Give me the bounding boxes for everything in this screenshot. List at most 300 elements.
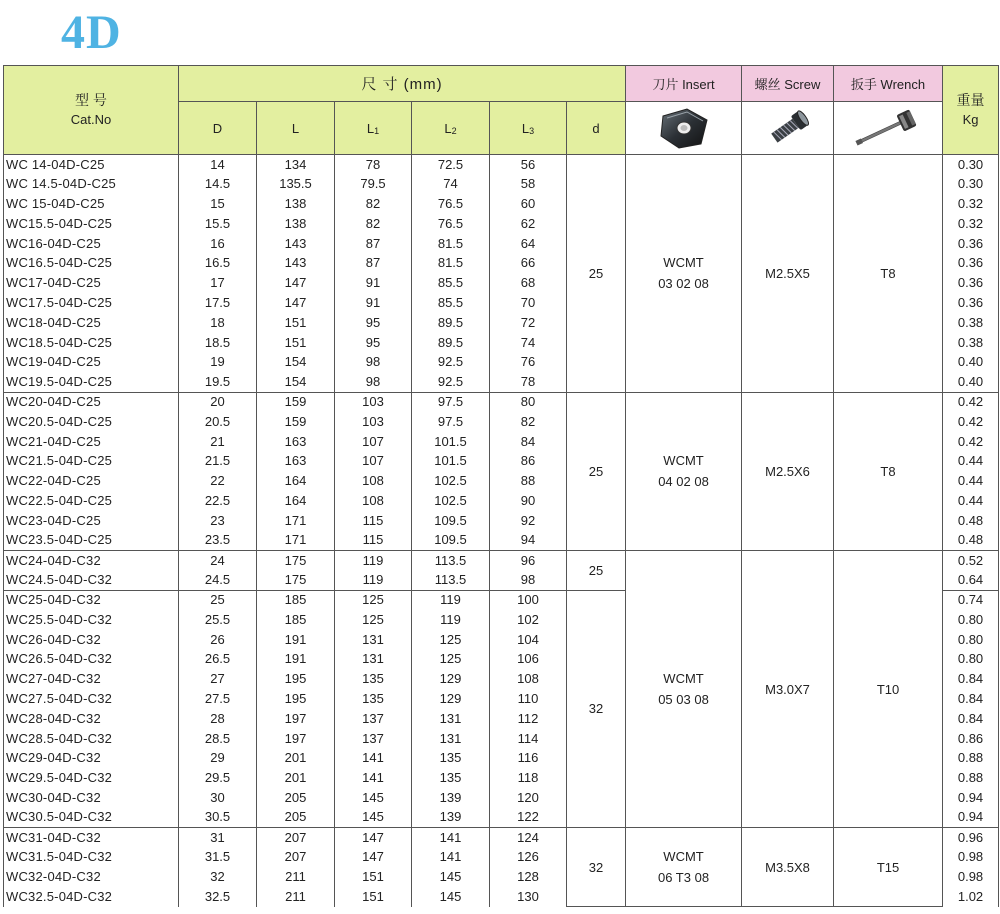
cat-no-cell: WC28-04D-C32 — [4, 709, 179, 729]
cat-no-cell: WC27.5-04D-C32 — [4, 689, 179, 709]
col-d: d — [567, 102, 626, 155]
weight-cell: 0.94 — [943, 788, 999, 808]
insert-code: 06 T3 08 — [657, 870, 710, 886]
cat-no-cell: WC20.5-04D-C25 — [4, 412, 179, 432]
L2-cell: 129 — [412, 689, 490, 709]
L-cell: 207 — [257, 828, 335, 848]
cat-no-cell: WC16-04D-C25 — [4, 234, 179, 254]
D-cell: 22.5 — [179, 491, 257, 511]
wrench-cell: T10 — [834, 550, 943, 827]
L2-cell: 72.5 — [412, 155, 490, 175]
cat-no-cell: WC18.5-04D-C25 — [4, 333, 179, 353]
cat-no-cell: WC24-04D-C32 — [4, 550, 179, 570]
L1-cell: 137 — [335, 709, 412, 729]
L-cell: 147 — [257, 273, 335, 293]
weight-cell: 0.86 — [943, 729, 999, 749]
insert-code: 05 03 08 — [658, 692, 709, 708]
cat-no-cell: WC30.5-04D-C32 — [4, 808, 179, 828]
weight-cell: 0.44 — [943, 451, 999, 471]
L-cell: 175 — [257, 550, 335, 570]
L-cell: 164 — [257, 471, 335, 491]
L3-cell: 128 — [490, 867, 567, 887]
weight-cell: 0.64 — [943, 570, 999, 590]
insert-type: WCMT — [663, 453, 704, 469]
L2-cell: 119 — [412, 590, 490, 610]
D-cell: 20 — [179, 392, 257, 412]
weight-cell: 0.30 — [943, 174, 999, 194]
D-cell: 17 — [179, 273, 257, 293]
weight-cell: 0.48 — [943, 531, 999, 551]
L2-cell: 74 — [412, 174, 490, 194]
col-L: L — [257, 102, 335, 155]
D-cell: 31 — [179, 828, 257, 848]
L2-cell: 109.5 — [412, 511, 490, 531]
L1-cell: 87 — [335, 253, 412, 273]
L3-cell: 64 — [490, 234, 567, 254]
cat-no-cell: WC29.5-04D-C32 — [4, 768, 179, 788]
col-L2-sub: 2 — [451, 125, 457, 136]
L-cell: 197 — [257, 709, 335, 729]
L3-cell: 110 — [490, 689, 567, 709]
D-cell: 21.5 — [179, 451, 257, 471]
L3-cell: 78 — [490, 372, 567, 392]
L2-cell: 81.5 — [412, 234, 490, 254]
spec-table — [3, 65, 999, 907]
col-L1 — [335, 102, 412, 155]
screw-cell: M3.0X7 — [742, 550, 834, 827]
L1-cell: 137 — [335, 729, 412, 749]
D-cell: 26.5 — [179, 649, 257, 669]
weight-cn-label: 重量 — [956, 92, 985, 108]
L-cell: 164 — [257, 491, 335, 511]
L-cell: 143 — [257, 253, 335, 273]
L2-cell: 92.5 — [412, 372, 490, 392]
L3-cell: 122 — [490, 808, 567, 828]
L1-cell: 108 — [335, 471, 412, 491]
L1-cell: 141 — [335, 768, 412, 788]
L2-cell: 76.5 — [412, 214, 490, 234]
weight-cell: 0.44 — [943, 471, 999, 491]
col-L2 — [412, 102, 490, 155]
L1-cell: 107 — [335, 451, 412, 471]
weight-cell: 0.38 — [943, 313, 999, 333]
insert-cell — [626, 155, 742, 393]
L3-cell: 88 — [490, 471, 567, 491]
L1-cell: 91 — [335, 293, 412, 313]
L2-cell: 97.5 — [412, 392, 490, 412]
weight-cell: 0.32 — [943, 214, 999, 234]
cat-no-cell: WC19.5-04D-C25 — [4, 372, 179, 392]
L2-cell: 139 — [412, 808, 490, 828]
L1-cell: 131 — [335, 630, 412, 650]
insert-type: WCMT — [663, 671, 704, 687]
cat-no-cell: WC27-04D-C32 — [4, 669, 179, 689]
D-cell: 15 — [179, 194, 257, 214]
col-L3-sub: 3 — [529, 125, 535, 136]
L1-cell: 95 — [335, 313, 412, 333]
cat-no-cell: WC21-04D-C25 — [4, 432, 179, 452]
table-row — [4, 392, 999, 412]
insert-cell — [626, 828, 742, 907]
weight-cell: 0.48 — [943, 511, 999, 531]
L3-cell: 80 — [490, 392, 567, 412]
weight-cell: 0.98 — [943, 867, 999, 887]
L1-cell: 103 — [335, 412, 412, 432]
L2-cell: 102.5 — [412, 471, 490, 491]
L1-cell: 135 — [335, 689, 412, 709]
L3-cell: 124 — [490, 828, 567, 848]
weight-cell: 0.36 — [943, 234, 999, 254]
cat-no-cell: WC31-04D-C32 — [4, 828, 179, 848]
L3-cell: 74 — [490, 333, 567, 353]
weight-cell: 0.88 — [943, 748, 999, 768]
col-L1-text: L — [366, 120, 375, 136]
D-cell: 23.5 — [179, 531, 257, 551]
L2-cell: 145 — [412, 887, 490, 907]
L-cell: 195 — [257, 689, 335, 709]
L-cell: 201 — [257, 748, 335, 768]
L1-cell: 145 — [335, 808, 412, 828]
L3-cell: 94 — [490, 531, 567, 551]
L3-cell: 82 — [490, 412, 567, 432]
L2-cell: 92.5 — [412, 352, 490, 372]
d-cell: 32 — [567, 590, 626, 828]
cat-no-cell: WC16.5-04D-C25 — [4, 253, 179, 273]
cat-no-cell: WC17.5-04D-C25 — [4, 293, 179, 313]
D-cell: 19.5 — [179, 372, 257, 392]
L-cell: 147 — [257, 293, 335, 313]
L1-cell: 119 — [335, 570, 412, 590]
L-cell: 195 — [257, 669, 335, 689]
L2-cell: 109.5 — [412, 531, 490, 551]
L2-cell: 97.5 — [412, 412, 490, 432]
D-cell: 20.5 — [179, 412, 257, 432]
weight-cell: 0.42 — [943, 412, 999, 432]
weight-cell: 0.30 — [943, 155, 999, 175]
L1-cell: 108 — [335, 491, 412, 511]
L1-cell: 145 — [335, 788, 412, 808]
D-cell: 16.5 — [179, 253, 257, 273]
col-L2-text: L — [444, 120, 452, 136]
insert-icon — [657, 106, 711, 150]
L-cell: 163 — [257, 432, 335, 452]
L1-cell: 125 — [335, 610, 412, 630]
D-cell: 31.5 — [179, 847, 257, 867]
insert-type: WCMT — [663, 849, 704, 865]
L3-cell: 92 — [490, 511, 567, 531]
wrench-cell: T8 — [834, 392, 943, 550]
weight-header — [943, 66, 999, 155]
L2-cell: 85.5 — [412, 293, 490, 313]
L-cell: 138 — [257, 214, 335, 234]
D-cell: 30.5 — [179, 808, 257, 828]
screw-cell: M2.5X5 — [742, 155, 834, 393]
L2-cell: 81.5 — [412, 253, 490, 273]
table-row — [4, 155, 999, 175]
weight-cell: 0.36 — [943, 273, 999, 293]
cat-no-cell: WC26-04D-C32 — [4, 630, 179, 650]
cat-no-header — [4, 66, 179, 155]
insert-cell — [626, 550, 742, 827]
L-cell: 143 — [257, 234, 335, 254]
wrench-cell: T15 — [834, 828, 943, 907]
d-cell: 32 — [567, 828, 626, 907]
D-cell: 26 — [179, 630, 257, 650]
L3-cell: 68 — [490, 273, 567, 293]
weight-cell: 0.84 — [943, 689, 999, 709]
d-cell: 25 — [567, 550, 626, 590]
cat-cn-label: 型 号 — [75, 92, 107, 108]
L2-cell: 125 — [412, 630, 490, 650]
L2-cell: 135 — [412, 748, 490, 768]
cat-no-cell: WC25.5-04D-C32 — [4, 610, 179, 630]
L3-cell: 114 — [490, 729, 567, 749]
L3-cell: 102 — [490, 610, 567, 630]
weight-cell: 1.02 — [943, 887, 999, 907]
weight-cell: 0.84 — [943, 669, 999, 689]
cat-no-cell: WC22.5-04D-C25 — [4, 491, 179, 511]
D-cell: 32.5 — [179, 887, 257, 907]
L3-cell: 108 — [490, 669, 567, 689]
L-cell: 207 — [257, 847, 335, 867]
cat-no-cell: WC21.5-04D-C25 — [4, 451, 179, 471]
spec-table-body — [4, 155, 999, 907]
L-cell: 154 — [257, 372, 335, 392]
L1-cell: 82 — [335, 194, 412, 214]
col-L1-sub: 1 — [374, 125, 380, 136]
L3-cell: 116 — [490, 748, 567, 768]
L-cell: 138 — [257, 194, 335, 214]
L2-cell: 125 — [412, 649, 490, 669]
L3-cell: 106 — [490, 649, 567, 669]
L2-cell: 139 — [412, 788, 490, 808]
L1-cell: 79.5 — [335, 174, 412, 194]
L-cell: 159 — [257, 412, 335, 432]
L1-cell: 82 — [335, 214, 412, 234]
L1-cell: 151 — [335, 887, 412, 907]
L3-cell: 126 — [490, 847, 567, 867]
screw-icon-cell — [742, 102, 834, 155]
L-cell: 211 — [257, 867, 335, 887]
L3-cell: 84 — [490, 432, 567, 452]
L-cell: 134 — [257, 155, 335, 175]
L-cell: 185 — [257, 610, 335, 630]
L3-cell: 66 — [490, 253, 567, 273]
table-row — [4, 828, 999, 848]
D-cell: 14 — [179, 155, 257, 175]
D-cell: 17.5 — [179, 293, 257, 313]
L2-cell: 89.5 — [412, 333, 490, 353]
insert-header: 刀片 Insert — [626, 66, 742, 102]
L1-cell: 131 — [335, 649, 412, 669]
cat-no-cell: WC19-04D-C25 — [4, 352, 179, 372]
D-cell: 27.5 — [179, 689, 257, 709]
L2-cell: 141 — [412, 847, 490, 867]
D-cell: 18.5 — [179, 333, 257, 353]
L-cell: 211 — [257, 887, 335, 907]
D-cell: 22 — [179, 471, 257, 491]
D-cell: 27 — [179, 669, 257, 689]
D-cell: 32 — [179, 867, 257, 887]
L-cell: 135.5 — [257, 174, 335, 194]
L2-cell: 89.5 — [412, 313, 490, 333]
L-cell: 191 — [257, 630, 335, 650]
weight-cell: 0.80 — [943, 610, 999, 630]
d-cell: 25 — [567, 392, 626, 550]
insert-cell — [626, 392, 742, 550]
L-cell: 163 — [257, 451, 335, 471]
L2-cell: 101.5 — [412, 451, 490, 471]
L2-cell: 76.5 — [412, 194, 490, 214]
L1-cell: 147 — [335, 828, 412, 848]
L1-cell: 119 — [335, 550, 412, 570]
weight-cell: 0.40 — [943, 372, 999, 392]
weight-cell: 0.42 — [943, 392, 999, 412]
screw-cell: M3.5X8 — [742, 828, 834, 907]
L3-cell: 56 — [490, 155, 567, 175]
insert-code: 03 02 08 — [658, 276, 709, 292]
L1-cell: 103 — [335, 392, 412, 412]
L2-cell: 102.5 — [412, 491, 490, 511]
L-cell: 185 — [257, 590, 335, 610]
L2-cell: 141 — [412, 828, 490, 848]
weight-cell: 0.94 — [943, 808, 999, 828]
col-D: D — [179, 102, 257, 155]
L-cell: 154 — [257, 352, 335, 372]
cat-no-cell: WC26.5-04D-C32 — [4, 649, 179, 669]
screw-header: 螺丝 Screw — [742, 66, 834, 102]
L-cell: 175 — [257, 570, 335, 590]
cat-no-cell: WC15.5-04D-C25 — [4, 214, 179, 234]
weight-cell: 0.98 — [943, 847, 999, 867]
L1-cell: 151 — [335, 867, 412, 887]
screw-icon — [763, 106, 813, 150]
insert-type: WCMT — [663, 255, 704, 271]
cat-no-cell: WC32-04D-C32 — [4, 867, 179, 887]
weight-cell: 0.36 — [943, 293, 999, 313]
L3-cell: 100 — [490, 590, 567, 610]
L2-cell: 145 — [412, 867, 490, 887]
L1-cell: 141 — [335, 748, 412, 768]
L3-cell: 86 — [490, 451, 567, 471]
L3-cell: 58 — [490, 174, 567, 194]
table-row — [4, 550, 999, 570]
D-cell: 16 — [179, 234, 257, 254]
L1-cell: 98 — [335, 352, 412, 372]
cat-no-cell: WC24.5-04D-C32 — [4, 570, 179, 590]
L1-cell: 115 — [335, 531, 412, 551]
weight-cell: 0.36 — [943, 253, 999, 273]
L2-cell: 131 — [412, 709, 490, 729]
D-cell: 24.5 — [179, 570, 257, 590]
cat-no-cell: WC22-04D-C25 — [4, 471, 179, 491]
L2-cell: 101.5 — [412, 432, 490, 452]
weight-cell: 0.88 — [943, 768, 999, 788]
L-cell: 205 — [257, 808, 335, 828]
screw-cell: M2.5X6 — [742, 392, 834, 550]
cat-no-cell: WC32.5-04D-C32 — [4, 887, 179, 907]
dimensions-header: 尺 寸 (mm) — [179, 66, 626, 102]
L-cell: 201 — [257, 768, 335, 788]
D-cell: 21 — [179, 432, 257, 452]
cat-no-cell: WC30-04D-C32 — [4, 788, 179, 808]
L-cell: 205 — [257, 788, 335, 808]
weight-cell: 0.84 — [943, 709, 999, 729]
L2-cell: 131 — [412, 729, 490, 749]
wrench-cell: T8 — [834, 155, 943, 393]
L2-cell: 129 — [412, 669, 490, 689]
D-cell: 29.5 — [179, 768, 257, 788]
d-cell: 25 — [567, 155, 626, 393]
cat-no-cell: WC20-04D-C25 — [4, 392, 179, 412]
D-cell: 15.5 — [179, 214, 257, 234]
L-cell: 171 — [257, 531, 335, 551]
L3-cell: 118 — [490, 768, 567, 788]
cat-no-cell: WC 14-04D-C25 — [4, 155, 179, 175]
L2-cell: 113.5 — [412, 570, 490, 590]
weight-cell: 0.40 — [943, 352, 999, 372]
cat-no-cell: WC25-04D-C32 — [4, 590, 179, 610]
cat-no-cell: WC23-04D-C25 — [4, 511, 179, 531]
weight-cell: 0.96 — [943, 828, 999, 848]
weight-cell: 0.38 — [943, 333, 999, 353]
D-cell: 30 — [179, 788, 257, 808]
cat-no-cell: WC28.5-04D-C32 — [4, 729, 179, 749]
D-cell: 18 — [179, 313, 257, 333]
L2-cell: 85.5 — [412, 273, 490, 293]
L3-cell: 120 — [490, 788, 567, 808]
cat-no-cell: WC23.5-04D-C25 — [4, 531, 179, 551]
L3-cell: 130 — [490, 887, 567, 907]
D-cell: 29 — [179, 748, 257, 768]
col-L3 — [490, 102, 567, 155]
D-cell: 25.5 — [179, 610, 257, 630]
cat-no-cell: WC 15-04D-C25 — [4, 194, 179, 214]
weight-cell: 0.42 — [943, 432, 999, 452]
L1-cell: 115 — [335, 511, 412, 531]
cat-no-cell: WC29-04D-C32 — [4, 748, 179, 768]
weight-unit-label: Kg — [962, 112, 979, 127]
L3-cell: 112 — [490, 709, 567, 729]
L-cell: 159 — [257, 392, 335, 412]
weight-cell: 0.44 — [943, 491, 999, 511]
cat-no-cell: WC 14.5-04D-C25 — [4, 174, 179, 194]
insert-icon-cell — [626, 102, 742, 155]
D-cell: 28.5 — [179, 729, 257, 749]
L1-cell: 98 — [335, 372, 412, 392]
weight-cell: 0.52 — [943, 550, 999, 570]
L3-cell: 104 — [490, 630, 567, 650]
cat-en-label: Cat.No — [70, 112, 112, 127]
L1-cell: 78 — [335, 155, 412, 175]
L3-cell: 98 — [490, 570, 567, 590]
wrench-icon-cell — [834, 102, 943, 155]
L3-cell: 60 — [490, 194, 567, 214]
L3-cell: 96 — [490, 550, 567, 570]
L3-cell: 72 — [490, 313, 567, 333]
L-cell: 151 — [257, 313, 335, 333]
cat-no-cell: WC31.5-04D-C32 — [4, 847, 179, 867]
cat-no-cell: WC17-04D-C25 — [4, 273, 179, 293]
D-cell: 23 — [179, 511, 257, 531]
L-cell: 171 — [257, 511, 335, 531]
L-cell: 197 — [257, 729, 335, 749]
col-L3-text: L — [521, 120, 530, 136]
L1-cell: 147 — [335, 847, 412, 867]
L1-cell: 107 — [335, 432, 412, 452]
L2-cell: 113.5 — [412, 550, 490, 570]
D-cell: 19 — [179, 352, 257, 372]
